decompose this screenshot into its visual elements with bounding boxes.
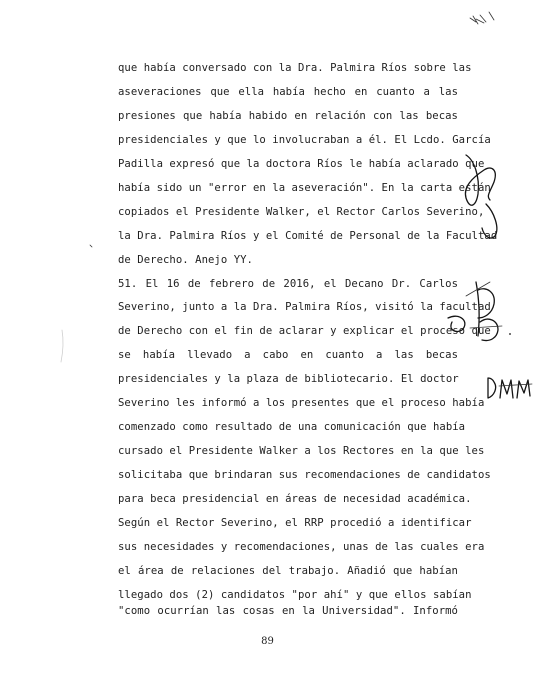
text-line: Según el Rector Severino, el RRP procedió a identificar [118,517,472,529]
margin-dot [90,245,92,247]
text-line: solicitaba que brindaran sus recomendaciones de candidatos [118,469,491,481]
page-number: 89 [261,636,274,647]
margin-initials [488,378,532,398]
text-line: "como ocurrían las cosas en la Universidad". Informó [118,605,458,617]
text-line: se había llevado a cabo en cuanto a las becas [118,349,458,361]
text-line: aseveraciones que ella había hecho en cuanto a las [118,86,458,98]
text-line: el área de relaciones del trabajo. Añadió que habían [118,565,458,577]
text-line: que había conversado con la Dra. Palmira Ríos sobre las [118,62,472,74]
text-line: Severino les informó a los presentes que el proceso había [118,397,485,409]
text-line: cursado el Presidente Walker a los Rectores en la que les [118,445,485,457]
text-line: copiados el Presidente Walker, el Rector Carlos Severino, [118,206,485,218]
text-line: Padilla expresó que la doctora Ríos le había aclarado que [118,158,485,170]
text-line: sus necesidades y recomendaciones, unas de las cuales era [118,541,485,553]
text-line: presidenciales y la plaza de bibliotecario. El doctor [118,373,459,385]
text-line: había sido un "error en la aseveración". En la carta están [118,182,491,194]
text-line: para beca presidencial en áreas de necesidad académica. [118,493,472,505]
text-line: presidenciales y que lo involucraban a él. El Lcdo. García [118,134,491,146]
text-line: la Dra. Palmira Ríos y el Comité de Personal de la Facultad [118,230,498,242]
text-line: comenzado como resultado de una comunicación que había [118,421,466,433]
text-line: de Derecho con el fin de aclarar y explicar el proceso que [118,325,491,337]
text-line: presiones que había habido en relación con las becas [118,110,458,122]
margin-faint-mark [61,330,63,362]
corner-scribble [470,12,494,24]
text-line: llegado dos (2) candidatos "por ahí" y que ellos sabían [118,589,472,601]
text-line: Severino, junto a la Dra. Palmira Ríos, visitó la facultad [118,301,491,313]
text-line: de Derecho. Anejo YY. [118,254,253,266]
paragraph-51-start: 51. El 16 de febrero de 2016, el Decano Dr. Carlos [118,278,458,290]
